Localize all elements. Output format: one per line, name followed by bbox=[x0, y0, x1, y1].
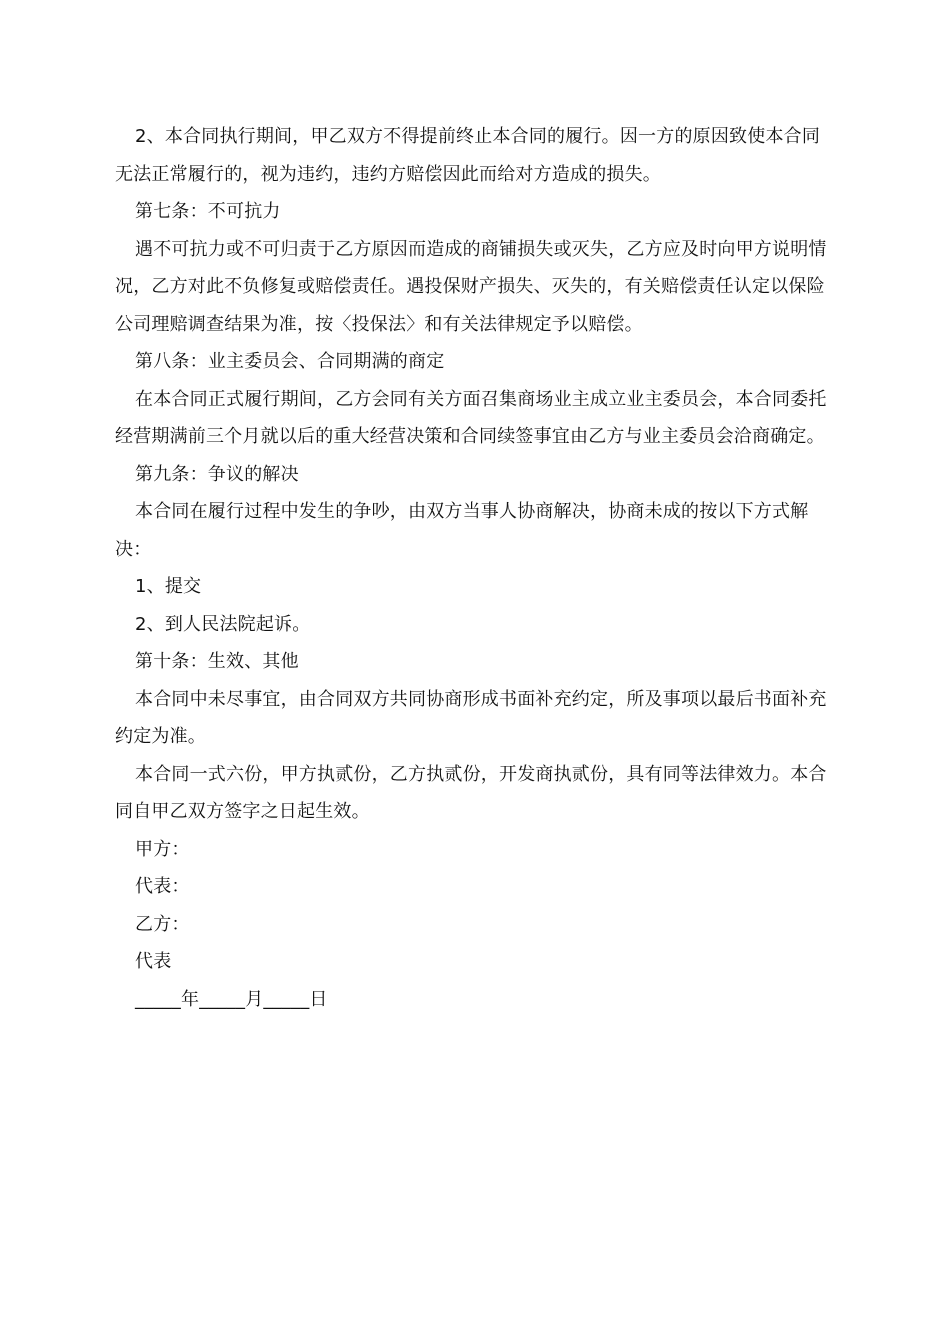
article-heading: 第十条：生效、其他 bbox=[135, 651, 299, 672]
signature-party-a: 甲方： bbox=[135, 838, 190, 860]
document-page bbox=[115, 118, 837, 1018]
article-heading: 第七条：不可抗力 bbox=[135, 201, 281, 222]
list-item: 2、到人民法院起诉。 bbox=[135, 613, 311, 635]
clause-paragraph: 本合同在履行过程中发生的争吵，由双方当事人协商解决，协商未成的按以下方式解决： bbox=[115, 501, 809, 560]
signature-representative-a: 代表： bbox=[135, 876, 190, 897]
signature-party-b: 乙方： bbox=[135, 913, 190, 935]
signature-representative-b: 代表 bbox=[135, 951, 172, 972]
clause-paragraph: 在本合同正式履行期间，乙方会同有关方面召集商场业主成立业主委员会，本合同委托经营期满前三个月就以后的重大经营决策和合同续签事宜由乙方与业主委员会洽商确定。 bbox=[115, 388, 827, 447]
article-heading: 第八条：业主委员会、合同期满的商定 bbox=[135, 351, 445, 372]
clause-paragraph: 遇不可抗力或不可归责于乙方原因而造成的商铺损失或灭失，乙方应及时向甲方说明情况，乙方对此不负修复或赔偿责任。遇投保财产损失、灭失的，有关赔偿责任认定以保险公司理赔调查结果为准，按〈投保法〉和有关法律规定予以赔偿。 bbox=[115, 238, 827, 335]
clause-paragraph: 本合同一式六份，甲方执贰份，乙方执贰份，开发商执贰份，具有同等法律效力。本合同自甲乙双方签字之日起生效。 bbox=[115, 763, 827, 822]
clause-paragraph: 2、本合同执行期间，甲乙双方不得提前终止本合同的履行。因一方的原因致使本合同无法正常履行的，视为违约，违约方赔偿因此而给对方造成的损失。 bbox=[115, 126, 821, 185]
list-item: 1、提交 bbox=[135, 576, 202, 597]
clause-paragraph: 本合同中未尽事宜，由合同双方共同协商形成书面补充约定，所及事项以最后书面补充约定为准。 bbox=[115, 688, 827, 747]
signature-date: _____年_____月_____日 bbox=[135, 988, 328, 1010]
article-heading: 第九条：争议的解决 bbox=[135, 463, 299, 485]
